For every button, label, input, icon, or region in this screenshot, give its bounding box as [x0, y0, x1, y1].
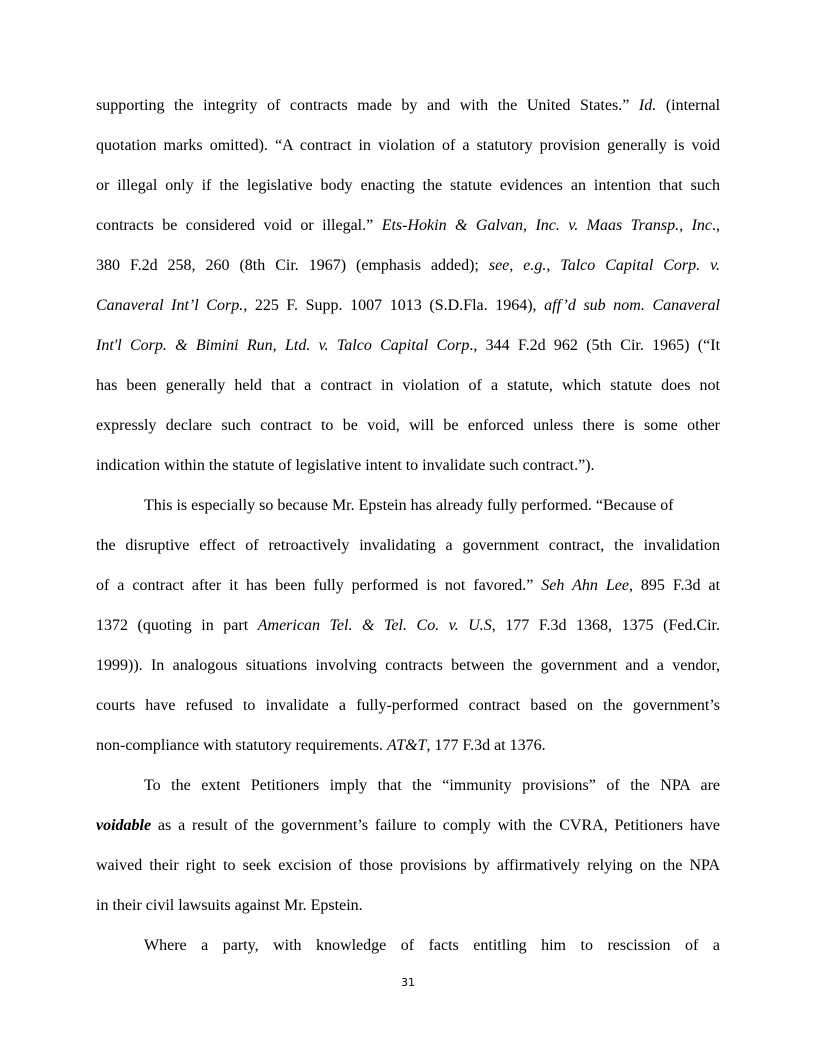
text-line	[96, 95, 720, 117]
case-name-italic: see, e.g., Talco Capital Corp. v.	[488, 257, 721, 274]
text-line: expressly declare such contract to be void, will be enforced unless there is some other	[96, 417, 720, 434]
text-line	[96, 215, 720, 237]
case-name-italic: Int'l Corp. & Bimini Run, Ltd. v. Talco Capital Corp	[96, 337, 470, 354]
text-line: 1999)). In analogous situations involving contracts between the government and a vendor,	[96, 657, 720, 674]
page-number: 31	[401, 976, 415, 989]
text-line	[96, 335, 720, 357]
emphasis-bold-italic: voidable	[96, 817, 152, 834]
case-name-italic: AT&T	[387, 737, 427, 754]
text-segment: supporting the integrity of contracts made by and with the United States.”	[96, 97, 630, 114]
text-line: indication within the statute of legislative intent to invalidate such contract.”).	[96, 457, 595, 474]
text-line: or illegal only if the legislative body enacting the statute evidences an intention that such	[96, 177, 720, 194]
text-segment: (internal	[665, 97, 721, 114]
text-segment: as a result of the government’s failure to comply with the CVRA, Petitioners have	[151, 817, 720, 834]
text-line: in their civil lawsuits against Mr. Epstein.	[96, 897, 363, 914]
case-name-italic: American Tel. & Tel. Co. v. U.S	[257, 617, 492, 634]
text-segment: non-compliance with statutory requirements.	[96, 737, 384, 754]
text-line	[96, 615, 720, 637]
text-line: has been generally held that a contract in violation of a statute, which statute does not	[96, 377, 720, 394]
text-segment: , 177 F.3d at 1376.	[426, 737, 546, 754]
text-segment: 1372 (quoting in part	[96, 617, 249, 634]
text-line: waived their right to seek excision of those provisions by affirmatively relying on the NPA	[96, 857, 720, 874]
text-line	[96, 815, 720, 837]
text-line	[96, 575, 720, 597]
text-segment: , 177 F.3d 1368, 1375 (Fed.Cir.	[491, 617, 721, 634]
text-line: To the extent Petitioners imply that the “immunity provisions” of the NPA are	[144, 777, 720, 794]
text-segment: of a contract after it has been fully performed is not favored.”	[96, 577, 534, 594]
text-line: courts have refused to invalidate a fully-performed contract based on the government’s	[96, 697, 720, 714]
text-segment: 380 F.2d 258, 260 (8th Cir. 1967) (emphasis added);	[96, 257, 479, 274]
text-line	[96, 255, 720, 277]
text-segment: ., 344 F.2d 962 (5th Cir. 1965) (“It	[469, 337, 721, 354]
text-line	[96, 735, 720, 757]
text-segment: , 895 F.3d at	[628, 577, 721, 594]
text-line: the disruptive effect of retroactively invalidating a government contract, the invalidation	[96, 537, 720, 554]
case-name-italic: Ets-Hokin & Galvan, Inc. v. Maas Transp., Inc	[381, 217, 713, 234]
text-line: This is especially so because Mr. Epstein has already fully performed. “Because of	[144, 497, 674, 514]
case-name-italic: Seh Ahn Lee	[541, 577, 629, 594]
text-segment: , 225 F. Supp. 1007 1013 (S.D.Fla. 1964),	[243, 297, 537, 314]
case-name-italic: aff’d sub nom. Canaveral	[544, 297, 720, 314]
case-name-italic: Canaveral Int’l Corp.	[96, 297, 244, 314]
citation-italic: Id.	[638, 97, 657, 114]
text-line	[96, 295, 720, 317]
text-line: quotation marks omitted). “A contract in violation of a statutory provision generally is void	[96, 137, 720, 154]
text-segment: .,	[712, 217, 721, 234]
text-segment: contracts be considered void or illegal.”	[96, 217, 374, 234]
text-line: Where a party, with knowledge of facts entitling him to rescission of a	[144, 937, 720, 954]
